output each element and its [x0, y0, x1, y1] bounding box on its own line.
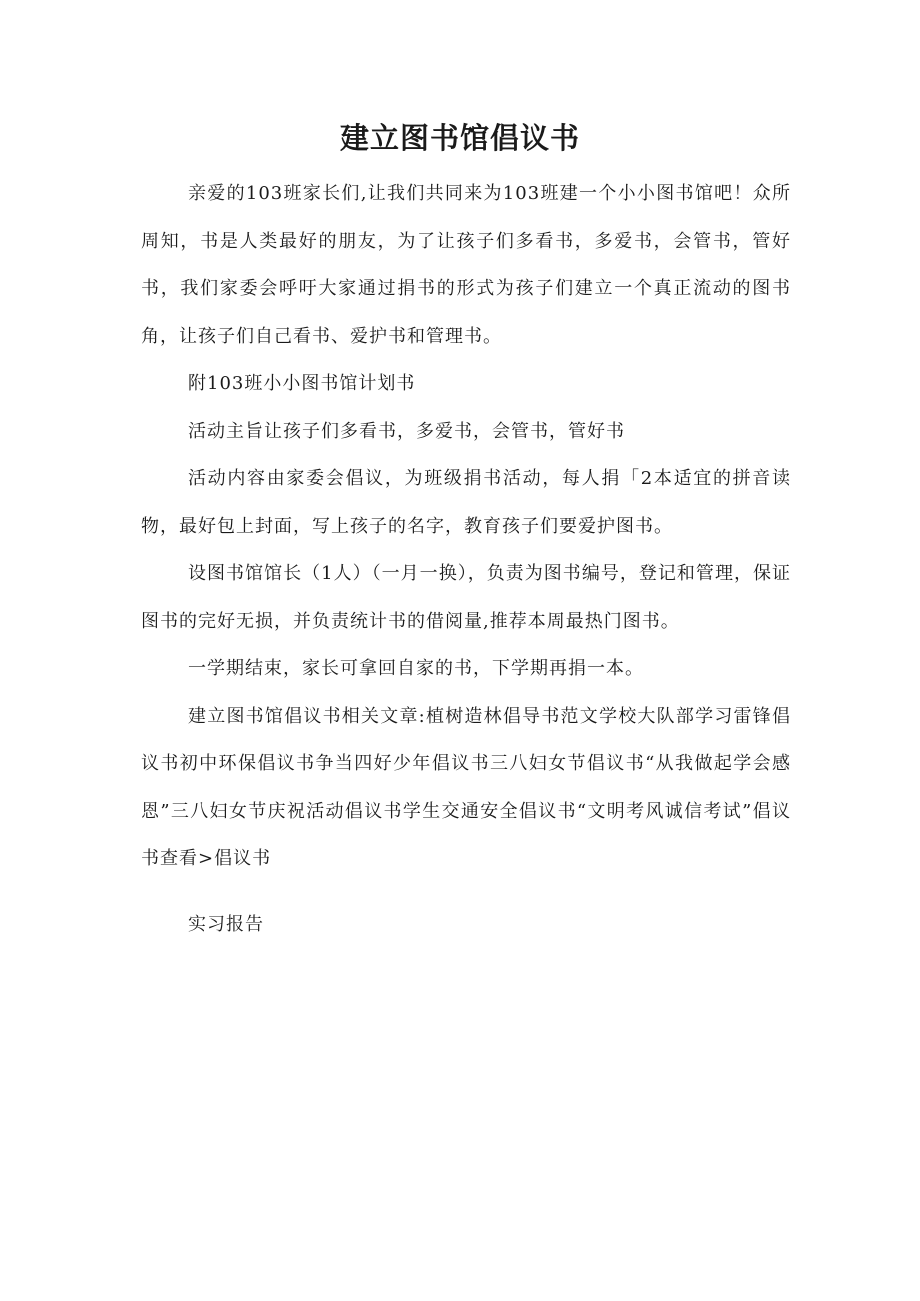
related-articles: 建立图书馆倡议书相关文章:植树造林倡导书范文学校大队部学习雷锋倡议书初中环保倡议书争当四好少年倡议书三八妇女节倡议书“从我做起学会感恩”三八妇女节庆祝活动倡议书学生交通安全倡议书“文明考风诚信考试”倡议书查看>倡议书 — [141, 705, 791, 869]
semester-end-paragraph: 一学期结束，家长可拿回自家的书，下学期再捐一本。 — [188, 658, 644, 679]
plan-heading: 附103班小小图书馆计划书 — [188, 373, 416, 394]
footer-note: 实习报告 — [188, 913, 264, 935]
activity-purpose: 活动主旨让孩子们多看书，多爱书，会管书，管好书 — [188, 420, 625, 442]
intro-paragraph: 亲爱的103班家长们,让我们共同来为103班建一个小小图书馆吧！众所周知，书是人类最好的朋友，为了让孩子们多看书，多爱书，会管书，管好书，我们家委会呼吁大家通过捐书的形式为孩子们建立一个真正流动的图书角，让孩子们自己看书、爱护书和管理书。 — [141, 183, 791, 347]
document-title: 建立图书馆倡议书 — [339, 121, 580, 155]
document-body — [141, 170, 791, 948]
activity-content: 活动内容由家委会倡议，为班级捐书活动，每人捐「2本适宜的拼音读物，最好包上封面，写上孩子的名字，教育孩子们要爱护图书。 — [141, 468, 791, 537]
spacer — [141, 883, 791, 901]
librarian-paragraph: 设图书馆馆长（1人）（一月一换），负责为图书编号，登记和管理，保证图书的完好无损，并负责统计书的借阅量,推荐本周最热门图书。 — [141, 563, 791, 632]
